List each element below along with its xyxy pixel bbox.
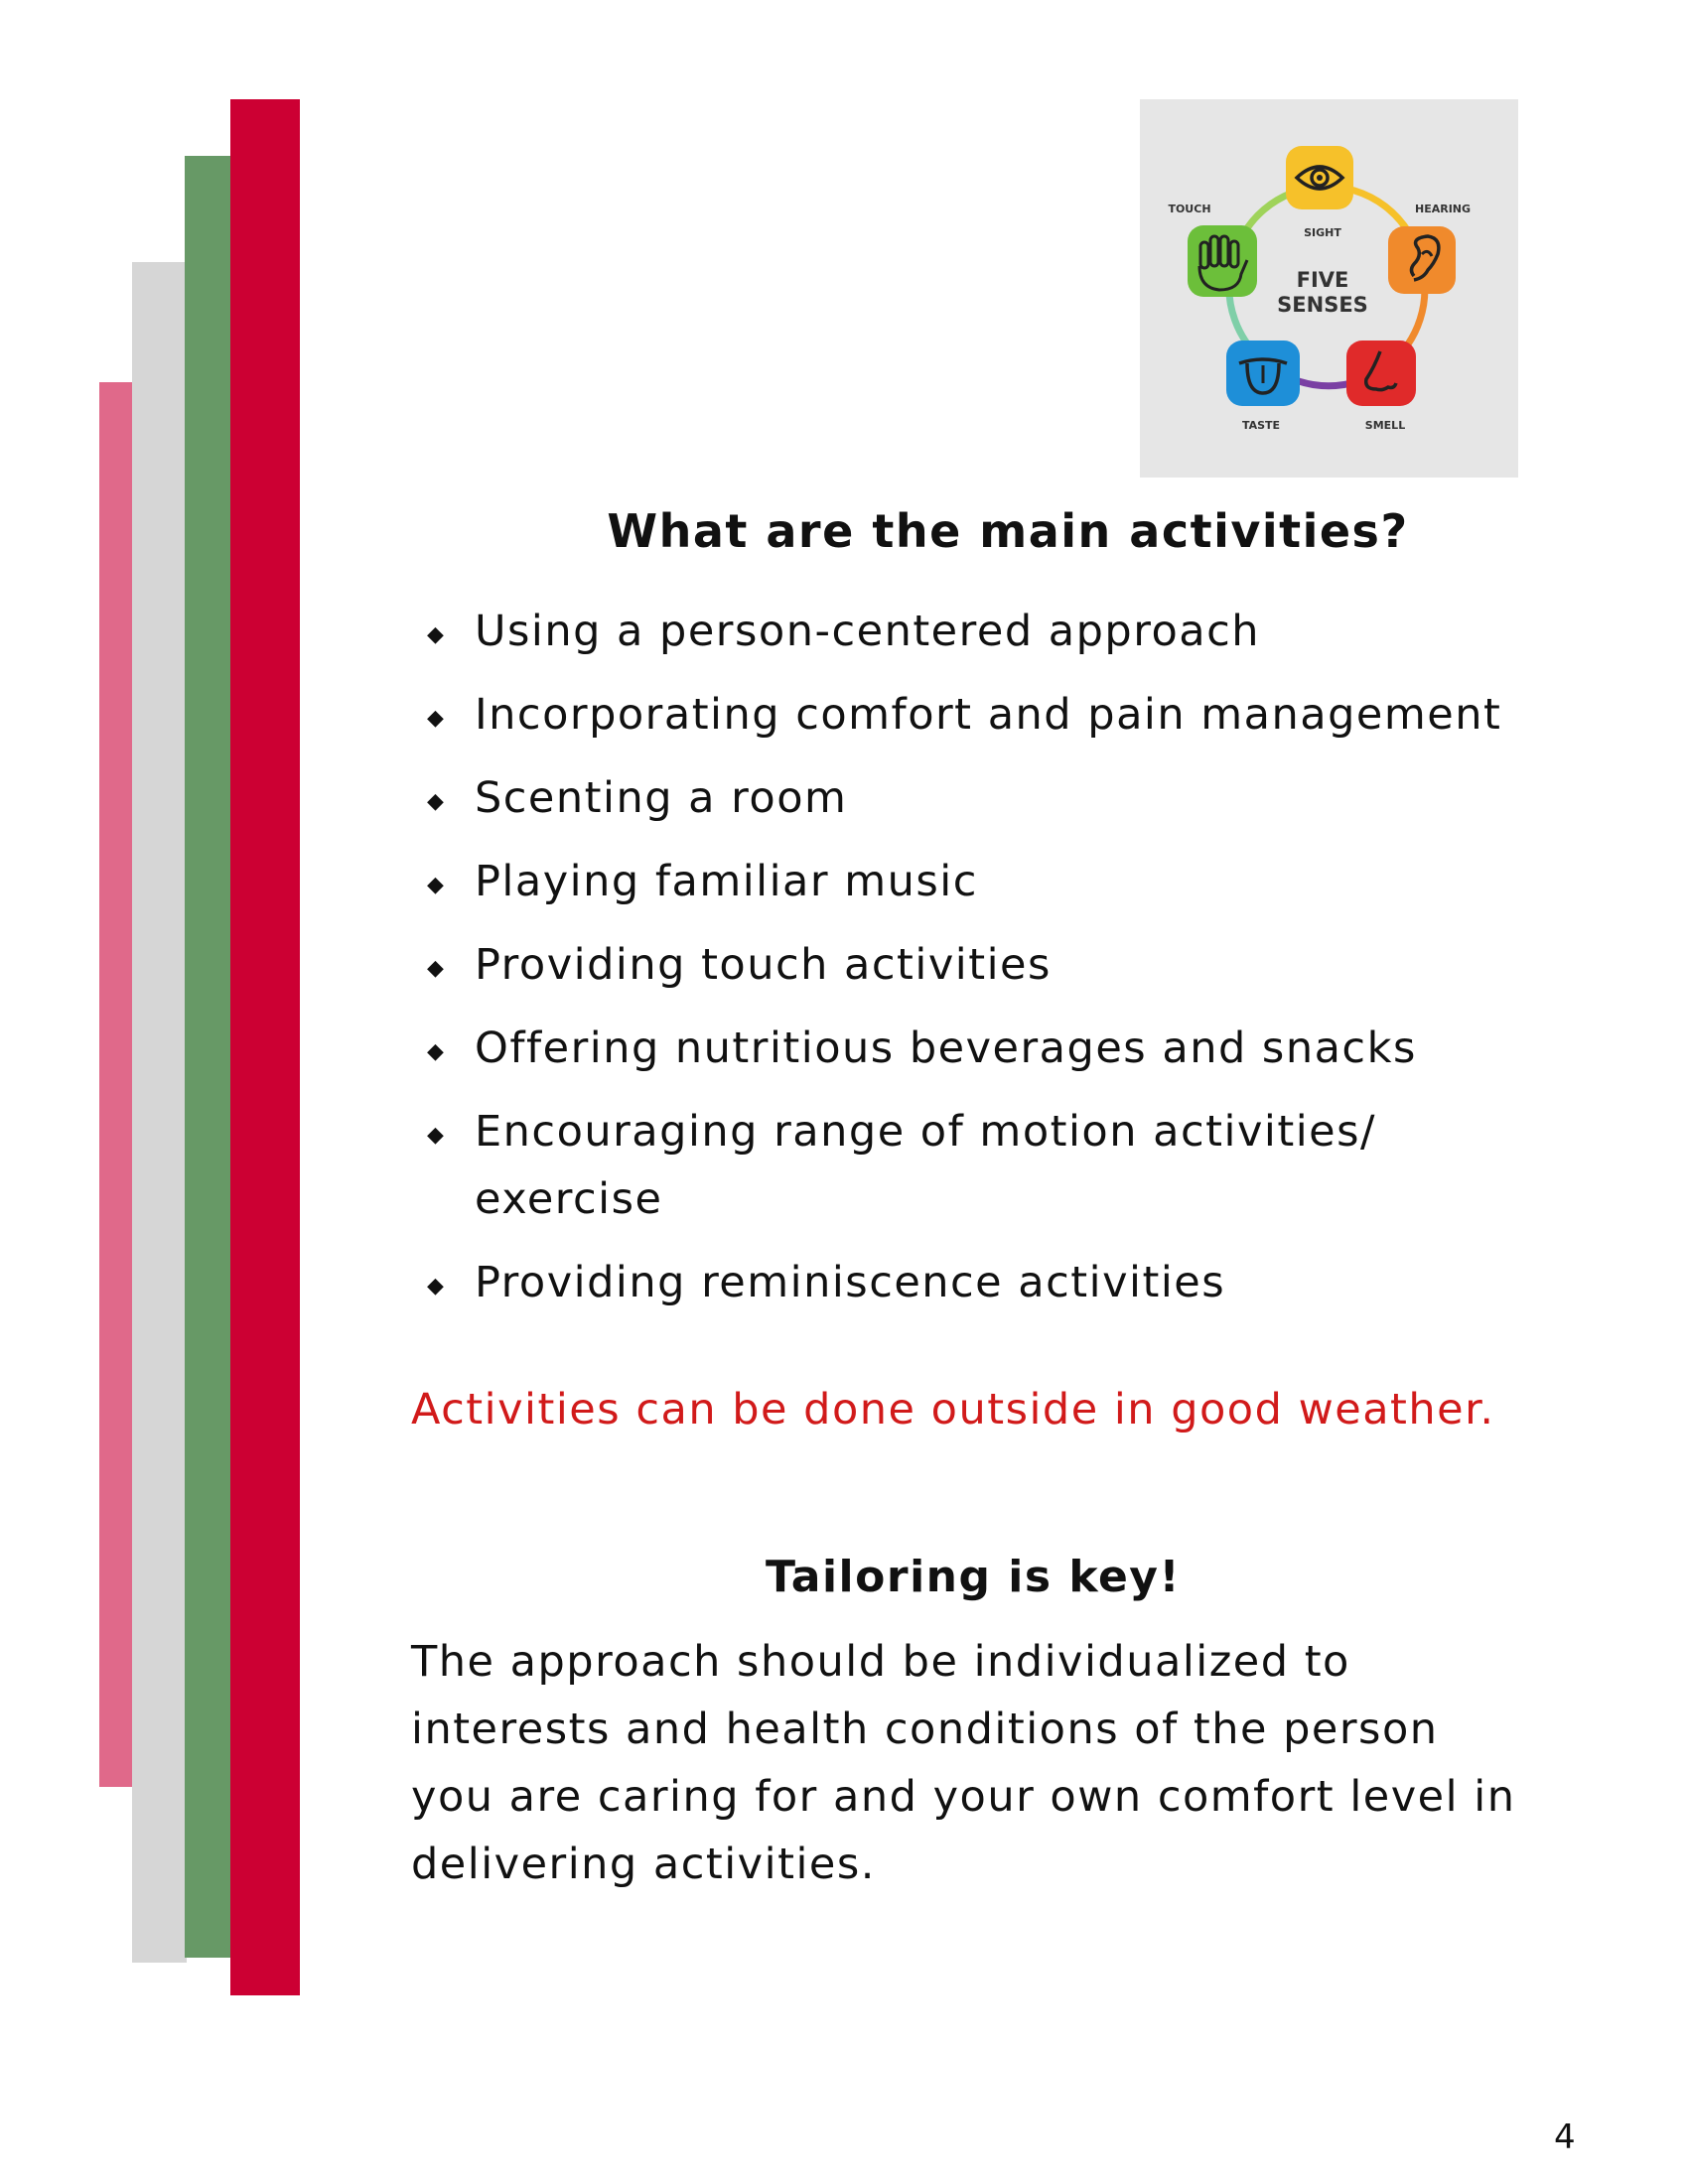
list-item bbox=[417, 681, 1589, 749]
list-item bbox=[417, 764, 1589, 832]
diamond-bullet-icon: ◆ bbox=[427, 1039, 446, 1064]
decorative-bar-green bbox=[185, 156, 230, 1958]
label-hearing: HEARING bbox=[1414, 203, 1472, 215]
list-item-text: Using a person-centered approach bbox=[475, 607, 1261, 656]
activities-list bbox=[417, 598, 1589, 1332]
list-item-text: Offering nutritious beverages and snacks bbox=[475, 1024, 1417, 1073]
label-smell: SMELL bbox=[1364, 419, 1406, 432]
list-item-text: Scenting a room bbox=[475, 773, 848, 823]
list-item-text: Providing touch activities bbox=[475, 940, 1052, 990]
tongue-icon bbox=[1226, 341, 1300, 406]
list-item bbox=[417, 1098, 1477, 1233]
eye-icon bbox=[1286, 146, 1353, 209]
list-item bbox=[417, 1015, 1589, 1082]
diamond-bullet-icon: ◆ bbox=[427, 789, 446, 814]
diamond-bullet-icon: ◆ bbox=[427, 622, 446, 647]
diamond-bullet-icon: ◆ bbox=[427, 873, 446, 897]
hand-icon bbox=[1188, 225, 1257, 297]
list-item bbox=[417, 848, 1589, 915]
list-item-text: Playing familiar music bbox=[475, 857, 978, 906]
list-item-text: Encouraging range of motion activities/ exercise bbox=[475, 1107, 1377, 1224]
main-activities-heading: What are the main activities? bbox=[607, 504, 1409, 558]
diamond-bullet-icon: ◆ bbox=[427, 956, 446, 981]
tailoring-paragraph: The approach should be individualized to interests and health conditions of the person you are caring for and your own comfort level in delivering activities. bbox=[411, 1637, 1516, 1889]
center-title-line1: FIVE bbox=[1296, 268, 1349, 292]
label-touch: TOUCH bbox=[1168, 203, 1211, 215]
list-item bbox=[417, 1249, 1589, 1316]
decorative-bar-gray bbox=[132, 262, 187, 1963]
center-title-line2: SENSES bbox=[1277, 293, 1368, 317]
list-item-text: Providing reminiscence activities bbox=[475, 1258, 1226, 1307]
diamond-bullet-icon: ◆ bbox=[427, 1274, 446, 1298]
list-item bbox=[417, 598, 1589, 665]
tailoring-heading: Tailoring is key! bbox=[765, 1552, 1182, 1602]
list-item bbox=[417, 931, 1589, 999]
outdoor-note: Activities can be done outside in good weather. bbox=[411, 1385, 1495, 1434]
diamond-bullet-icon: ◆ bbox=[427, 1123, 446, 1148]
diamond-bullet-icon: ◆ bbox=[427, 706, 446, 731]
list-item-text: Incorporating comfort and pain management bbox=[475, 690, 1502, 740]
label-taste: TASTE bbox=[1241, 419, 1281, 432]
decorative-bar-pink bbox=[99, 382, 132, 1787]
page-number: 4 bbox=[1554, 2117, 1576, 2157]
decorative-bar-red bbox=[230, 99, 300, 1995]
nose-icon bbox=[1346, 341, 1416, 406]
label-sight: SIGHT bbox=[1304, 226, 1341, 239]
ear-icon bbox=[1388, 226, 1456, 294]
five-senses-image bbox=[1140, 99, 1518, 478]
